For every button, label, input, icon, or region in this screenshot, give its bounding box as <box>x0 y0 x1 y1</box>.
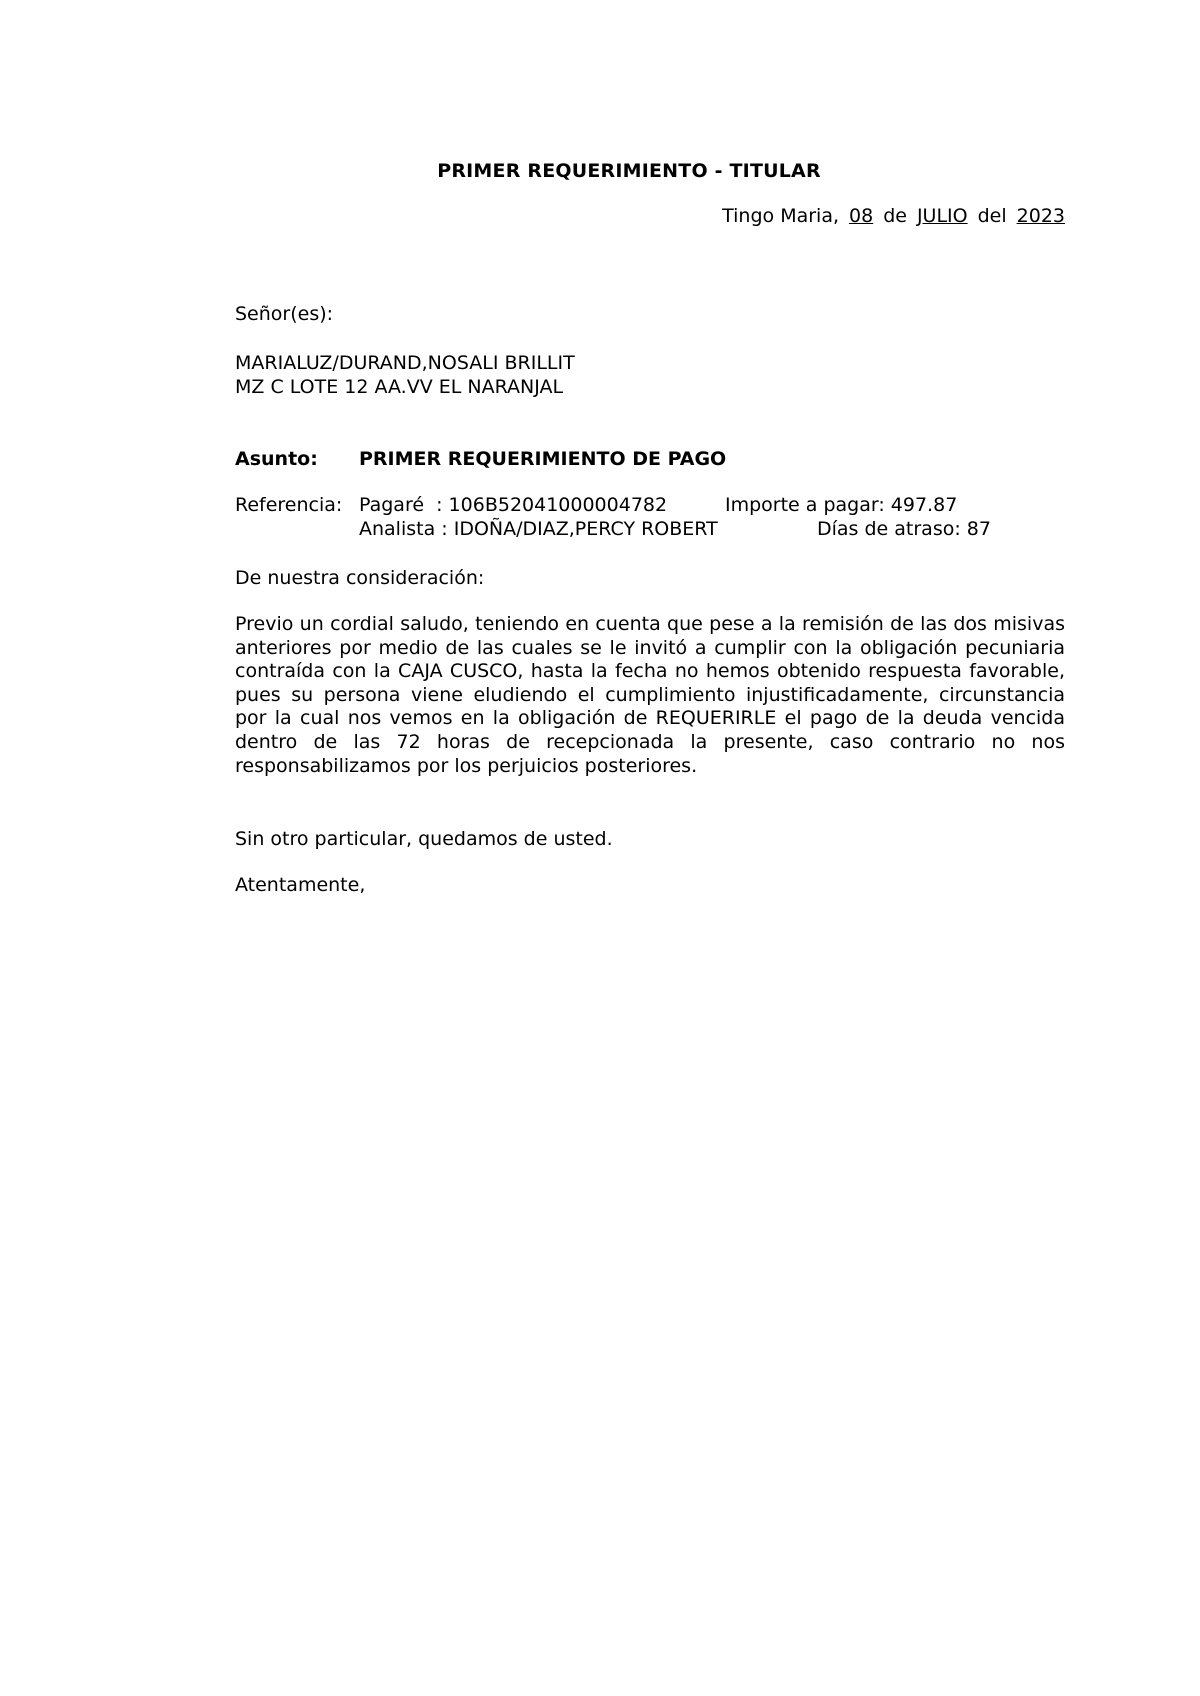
subject-label: Asunto: <box>235 448 318 470</box>
recipient-address: MZ C LOTE 12 AA.VV EL NARANJAL <box>235 376 564 398</box>
date-day: 08 <box>849 205 874 227</box>
date-city: Tingo Maria, <box>722 205 840 227</box>
reference-pagare: Pagaré : 106B52041000004782 <box>359 494 668 516</box>
body-paragraph: Previo un cordial saludo, teniendo en cuenta que pese a la remisión de las dos misivas anteriores por medio de las cuales se le invitó a cumplir con la obligación pecuniaria contraída con la CAJA CUSCO, hasta la fecha no hemos obtenido respuesta favorable, pues su persona viene eludiendo el cumplimiento injustificadamente, circunstancia por la cual nos vemos en la obligación de REQUERIRLE el pago de la deuda vencida dentro de las 72 horas de recepcionada la presente, caso contrario no nos responsabilizamos por los perjuicios posteriores. <box>235 613 1065 777</box>
reference-analyst: Analista : IDOÑA/DIAZ,PERCY ROBERT <box>359 518 718 540</box>
reference-analyst-row <box>359 518 991 540</box>
recipient-name: MARIALUZ/DURAND,NOSALI BRILLIT <box>235 352 575 374</box>
closing-line: Sin otro particular, quedamos de usted. <box>235 828 613 850</box>
date-year: 2023 <box>1016 205 1065 227</box>
reference-row <box>235 494 958 516</box>
signoff: Atentamente, <box>235 874 366 896</box>
subject-value: PRIMER REQUERIMIENTO DE PAGO <box>359 448 727 470</box>
date-de: de <box>883 205 907 227</box>
reference-amount: Importe a pagar: 497.87 <box>725 494 958 516</box>
salutation: Señor(es): <box>235 303 334 325</box>
document-title: PRIMER REQUERIMIENTO - TITULAR <box>437 160 821 182</box>
reference-label: Referencia: <box>235 494 343 516</box>
subject-row <box>235 448 726 470</box>
reference-days-overdue: Días de atraso: 87 <box>817 518 991 540</box>
date-del: del <box>977 205 1007 227</box>
date-month: JULIO <box>916 205 968 227</box>
greeting: De nuestra consideración: <box>235 567 485 589</box>
date-line <box>722 205 1065 227</box>
